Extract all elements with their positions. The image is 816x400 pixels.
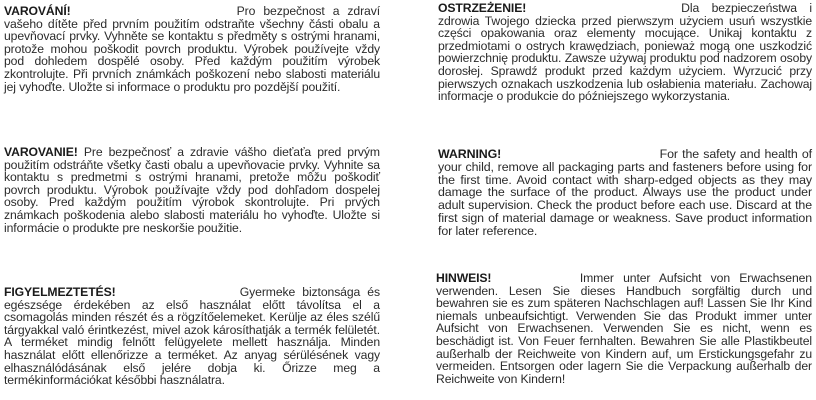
warning-label-pl: OSTRZEŻENIE! — [438, 1, 527, 15]
warning-label-cz: VAROVÁNÍ! — [4, 4, 71, 18]
warning-text-en: For the safety and health of your child, remove all packaging parts and fasteners before using for the first time. Avoid contact with sharp-edged objects as they may damage the surface of the product. Always use the product under adult supervision. Check the product before each use. Discard at the first sign of material damage or weakness. Save product information for later reference. — [438, 147, 813, 238]
warning-text-pl: Dla bezpieczeństwa i zdrowia Twojego dziecka przed pierwszym użyciem usuń wszystkie części opakowania oraz elementy mocujące. Unikaj kontaktu z przedmiotami o ostrych krawędziach, ponieważ mogą one uszkodzić powierzchnię produktu. Zawsze używaj produktu pod nadzorem osoby dorosłej. Sprawdź produkt przed każdym użyciem. Wyrzucić przy pierwszych oznakach uszkodzenia lub osłabienia materiału. Zachowaj informacje o produkcie do późniejszego wykorzystania. — [438, 1, 813, 104]
warning-block-sk — [4, 146, 380, 234]
warning-label-sk: VAROVANIE! — [4, 145, 78, 159]
warning-block-hu — [4, 286, 380, 387]
warning-text-de: Immer unter Aufsicht von Erwachsenen verwenden. Lesen Sie dieses Handbuch sorgfältig durch und bewahren sie es zum späteren Nachschlagen auf! Lassen Sie Ihr Kind niemals unbeaufsichtigt. Verwenden Sie das Produkt immer unter Aufsicht von Erwachsenen. Verwenden Sie es nicht, wenn es beschädigt ist. Von Feuer fernhalten. Bewahren Sie alle Plastikbeutel außerhalb der Reichweite von Kindern auf, um Erstickungsgefahr zu vermeiden. Entsorgen oder lagern Sie die Verpackung außerhalb der Reichweite von Kindern! — [436, 271, 812, 386]
warning-block-cz — [4, 5, 380, 93]
warning-label-hu: FIGYELMEZTETÉS! — [4, 285, 116, 299]
warning-text-cz: Pro bezpečnost a zdraví vašeho dítěte před prvním použitím odstraňte všechny části obalu a upevňovací prvky. Vyhněte se kontaktu s předměty s ostrými hranami, protože mohou poškodit povrch produktu. Výrobek používejte vždy pod dohledem dospělé osoby. Před každým použitím výrobek zkontrolujte. Při prvních známkách poškození nebo slabosti materiálu jej vyhoďte. Uložte si informace o produktu pro pozdější použití. — [4, 4, 380, 94]
warning-label-de: HINWEIS! — [436, 271, 492, 285]
warning-block-en — [438, 148, 812, 238]
warning-label-en: WARNING! — [438, 147, 502, 161]
warning-block-de — [436, 272, 812, 385]
warning-text-sk: Pre bezpečnosť a zdravie vášho dieťaťa pred prvým použitím odstráňte všetky časti obalu a upevňovacie prvky. Vyhnite sa kontaktu s predmetmi s ostrými hranami, pretože môžu poškodiť povrch produktu. Výrobok používajte vždy pod dohľadom dospelej osoby. Pred každým použitím výrobok skontrolujte. Pri prvých známkach poškodenia alebo slabosti materiálu ho vyhoďte. Uložte si informácie o produkte pre neskoršie použitie. — [4, 145, 380, 235]
warning-text-hu: Gyermeke biztonsága és egészsége érdekében az első használat előtt távolítsa el a csomagolás minden részét és a rögzítőelemeket. Kerülje az éles szélű tárgyakkal való érintkezést, mivel azok károsíthatják a termék felületét. A terméket mindig felnőtt felügyelete mellett használja. Minden használat előtt ellenőrizze a terméket. Az anyag sérülésének vagy elhasználódásának első jelére dobja ki. Őrizze meg a termékinformációkat későbbi használatra. — [4, 285, 380, 388]
warning-block-pl — [438, 2, 812, 103]
